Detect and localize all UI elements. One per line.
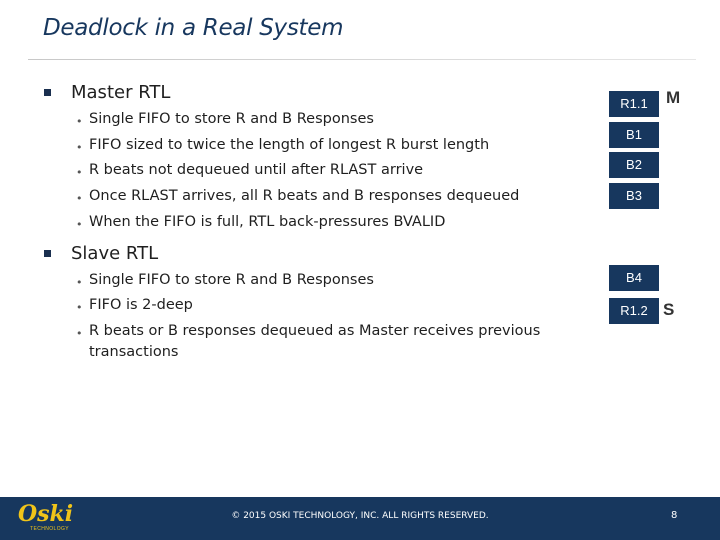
fifo-box-r1-1: R1.1 <box>609 91 659 117</box>
master-item-4: Once RLAST arrives, all R beats and B responses dequeued <box>89 188 520 204</box>
section-bullet-slave <box>44 250 51 257</box>
slide-title: Deadlock in a Real System <box>43 15 344 41</box>
fifo-box-b2: B2 <box>609 152 659 178</box>
slave-item-3-continued: transactions <box>89 344 179 360</box>
fifo-box-b3: B3 <box>609 183 659 209</box>
master-item-1: Single FIFO to store R and B Responses <box>89 111 374 127</box>
bullet-dot: • <box>76 276 83 289</box>
fifo-box-r1-2: R1.2 <box>609 298 659 324</box>
title-divider <box>28 59 696 60</box>
bullet-dot: • <box>76 327 83 340</box>
master-label: M <box>666 88 681 107</box>
master-item-3: R beats not dequeued until after RLAST arrive <box>89 162 424 178</box>
oski-logo-subtitle: TECHNOLOGY <box>30 526 70 532</box>
bullet-dot: • <box>76 192 83 205</box>
slave-heading: Slave RTL <box>71 243 159 264</box>
bullet-dot: • <box>76 115 83 128</box>
master-item-2: FIFO sized to twice the length of longest R burst length <box>89 137 490 153</box>
page-number: 8 <box>671 510 678 521</box>
bullet-dot: • <box>76 166 83 179</box>
slave-item-2: FIFO is 2-deep <box>89 297 193 313</box>
master-item-5: When the FIFO is full, RTL back-pressures BVALID <box>89 214 446 230</box>
slave-item-3: R beats or B responses dequeued as Master receives previous <box>89 323 541 339</box>
fifo-box-b4: B4 <box>609 265 659 291</box>
oski-logo: Oski <box>18 501 74 527</box>
master-heading: Master RTL <box>71 82 171 103</box>
slave-label: S <box>663 300 675 319</box>
bullet-dot: • <box>76 218 83 231</box>
fifo-box-b1: B1 <box>609 122 659 148</box>
bullet-dot: • <box>76 141 83 154</box>
slave-item-1: Single FIFO to store R and B Responses <box>89 272 374 288</box>
footer-bar <box>0 497 720 540</box>
section-bullet-master <box>44 89 51 96</box>
copyright-notice: © 2015 OSKI TECHNOLOGY, INC. ALL RIGHTS RESERVED. <box>231 511 489 521</box>
bullet-dot: • <box>76 301 83 314</box>
